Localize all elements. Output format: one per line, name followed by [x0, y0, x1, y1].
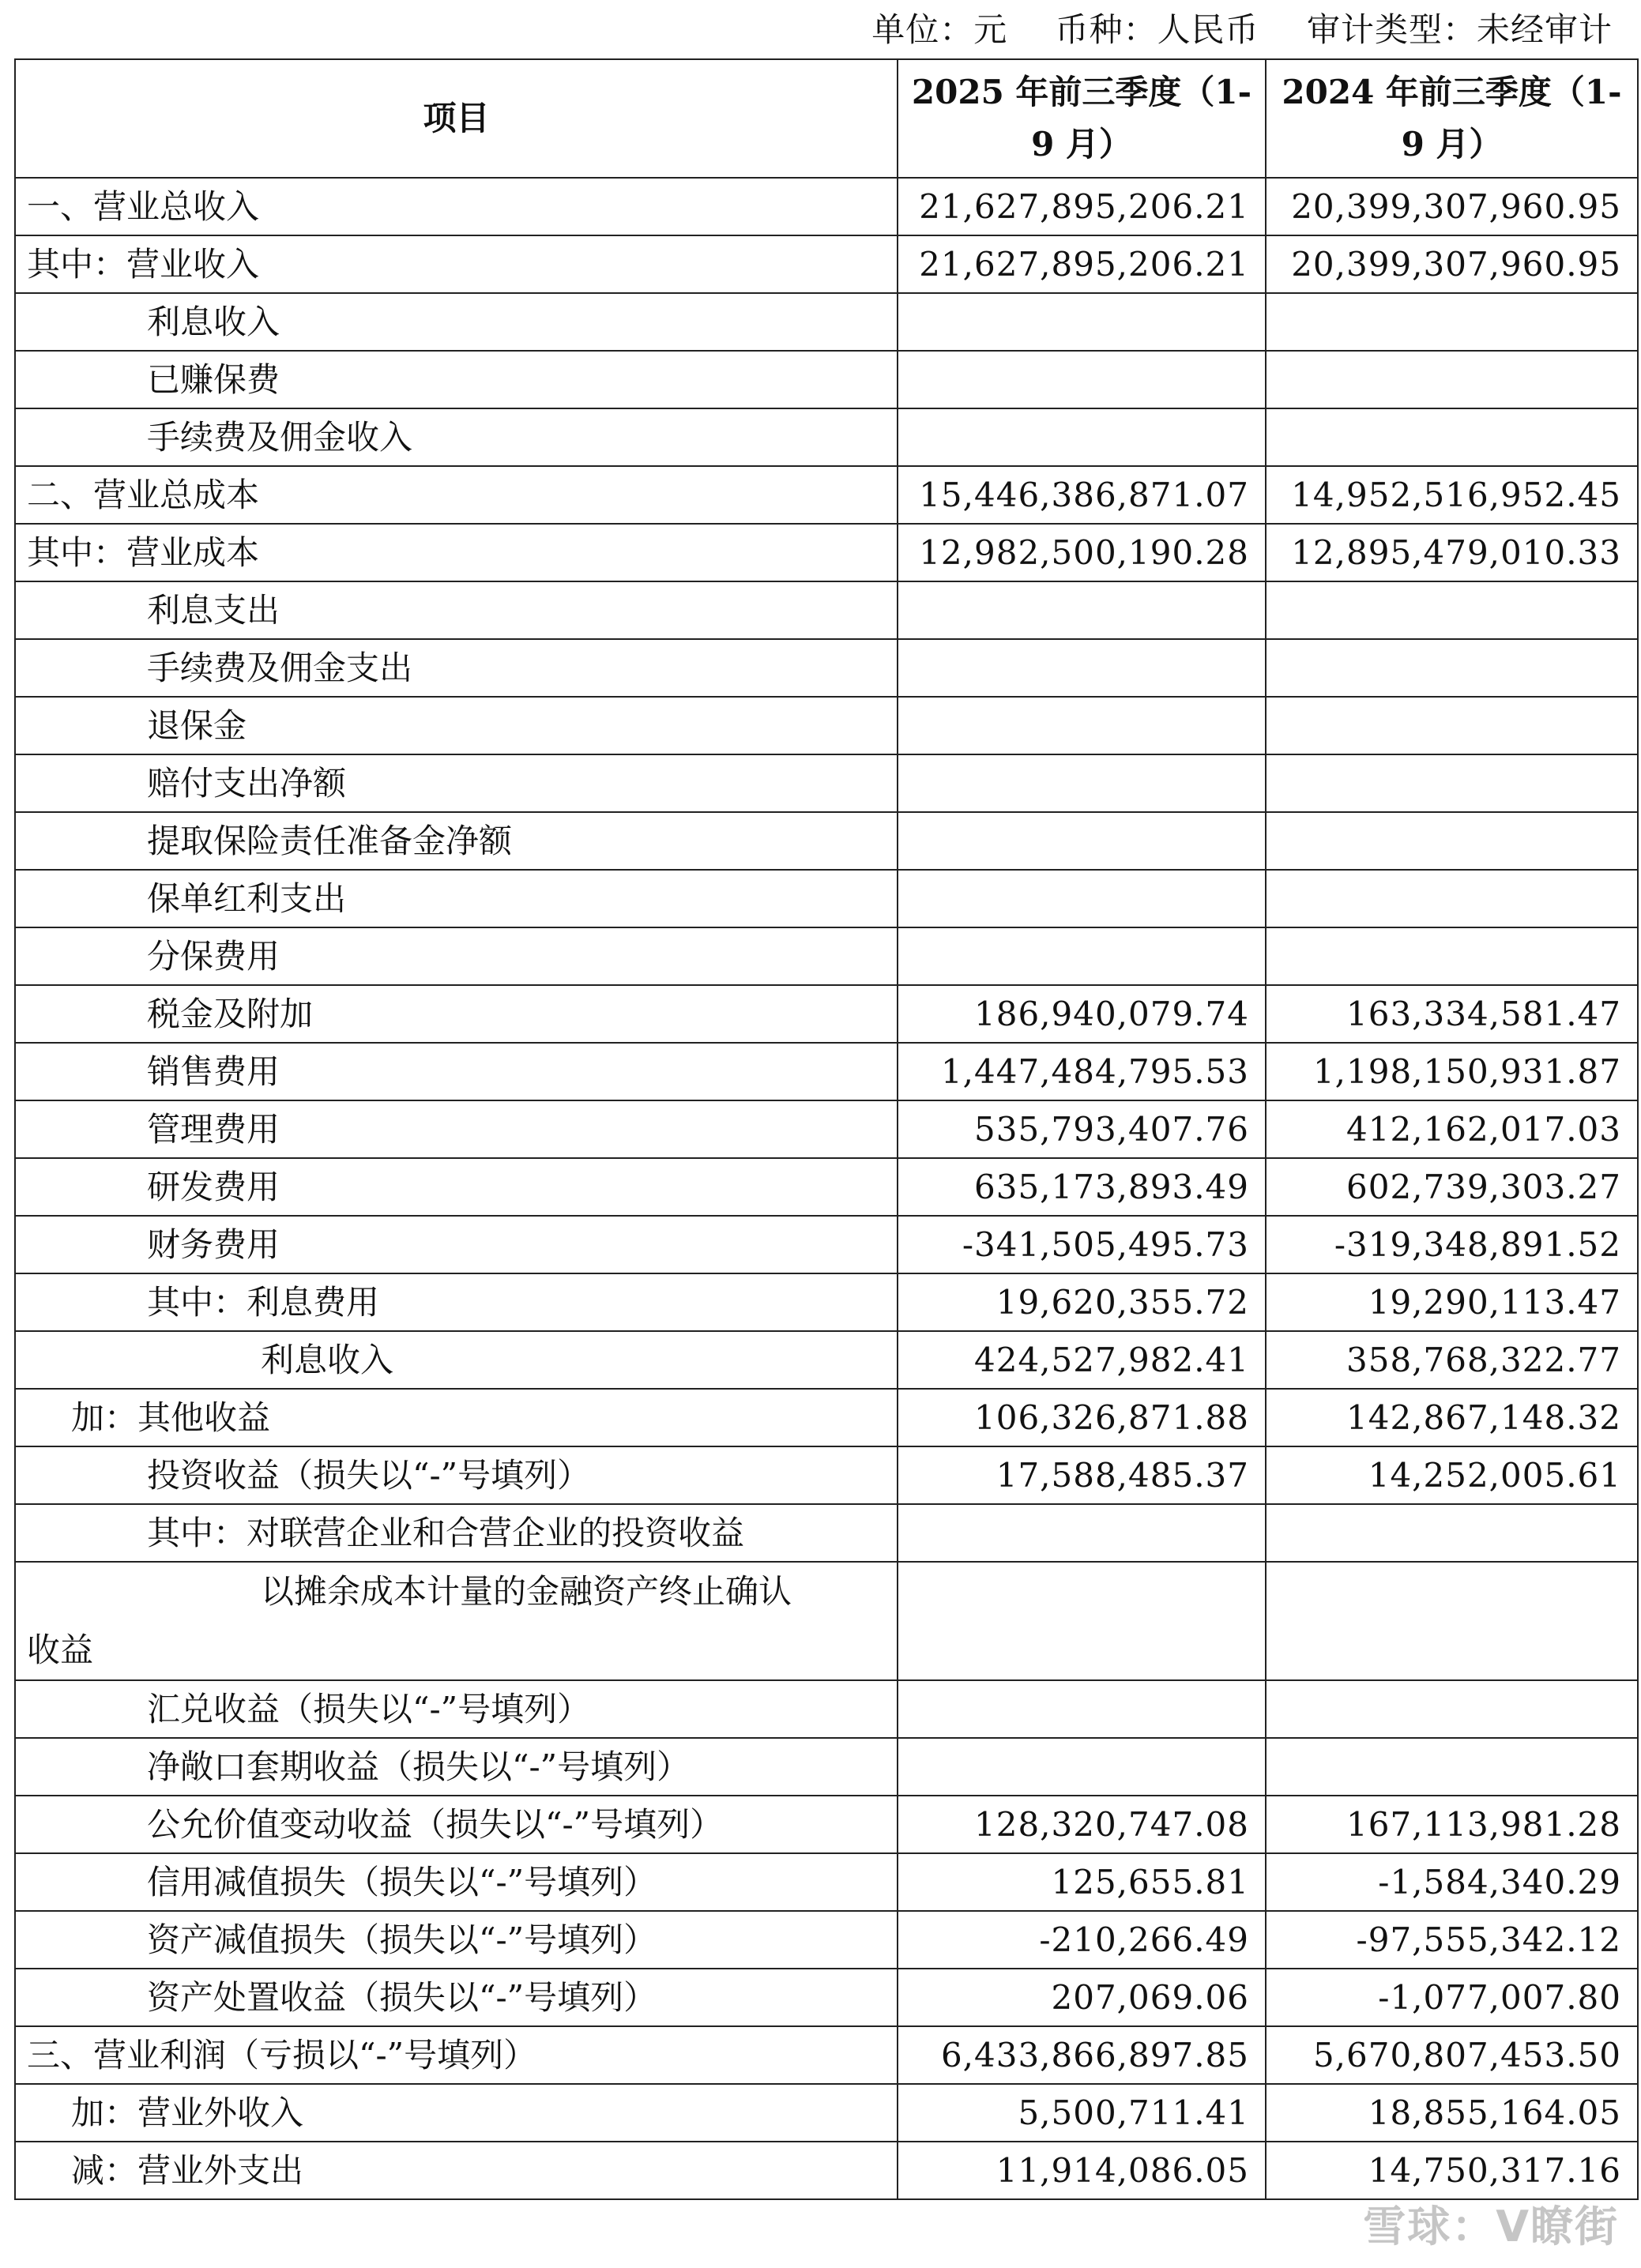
row-label: 赔付支出净额	[15, 754, 898, 812]
row-value-2024: -1,077,007.80	[1266, 1969, 1638, 2026]
row-value-2024: 19,290,113.47	[1266, 1273, 1638, 1331]
table-row	[15, 870, 1638, 927]
row-value-2025: 128,320,747.08	[898, 1796, 1266, 1853]
row-value-2025	[898, 1738, 1266, 1796]
row-label: 加：其他收益	[15, 1389, 898, 1446]
row-value-2025: 186,940,079.74	[898, 985, 1266, 1043]
table-row	[15, 1969, 1638, 2026]
row-label-line-2: 收益	[27, 1630, 94, 1669]
table-row	[15, 1446, 1638, 1504]
row-value-2024	[1266, 408, 1638, 466]
row-value-2024: 14,750,317.16	[1266, 2142, 1638, 2199]
row-label: 资产减值损失（损失以“-”号填列）	[15, 1911, 898, 1969]
row-value-2025	[898, 870, 1266, 927]
header-2025: 2025 年前三季度（1-9 月）	[898, 59, 1266, 178]
row-value-2024: 14,252,005.61	[1266, 1446, 1638, 1504]
row-value-2025: 207,069.06	[898, 1969, 1266, 2026]
row-label: 利息支出	[15, 581, 898, 639]
row-value-2025	[898, 293, 1266, 351]
row-value-2025: 19,620,355.72	[898, 1273, 1266, 1331]
table-row	[15, 1853, 1638, 1911]
table-row	[15, 178, 1638, 235]
table-row	[15, 1504, 1638, 1562]
table-row	[15, 1331, 1638, 1389]
table-row	[15, 1273, 1638, 1331]
row-label: 分保费用	[15, 927, 898, 985]
table-row	[15, 408, 1638, 466]
row-value-2024: 142,867,148.32	[1266, 1389, 1638, 1446]
row-label: 保单红利支出	[15, 870, 898, 927]
row-value-2025	[898, 754, 1266, 812]
table-row	[15, 1680, 1638, 1738]
row-label: 其中：营业收入	[15, 235, 898, 293]
row-label: 投资收益（损失以“-”号填列）	[15, 1446, 898, 1504]
audit-type-label: 审计类型：未经审计	[1306, 10, 1613, 49]
table-row	[15, 1389, 1638, 1446]
table-row	[15, 351, 1638, 408]
row-value-2024: 602,739,303.27	[1266, 1158, 1638, 1216]
unit-label: 单位：元	[871, 10, 1008, 49]
row-label: 销售费用	[15, 1043, 898, 1100]
row-value-2025	[898, 639, 1266, 697]
row-value-2024: 1,198,150,931.87	[1266, 1043, 1638, 1100]
row-value-2024: 167,113,981.28	[1266, 1796, 1638, 1853]
row-value-2025: -341,505,495.73	[898, 1216, 1266, 1273]
row-value-2024: 5,670,807,453.50	[1266, 2026, 1638, 2084]
watermark-text: 雪球：V瞭街	[1363, 2202, 1619, 2251]
table-row	[15, 1738, 1638, 1796]
row-value-2024	[1266, 1504, 1638, 1562]
row-value-2024: 358,768,322.77	[1266, 1331, 1638, 1389]
row-value-2025	[898, 351, 1266, 408]
table-row	[15, 1911, 1638, 1969]
row-value-2024: -97,555,342.12	[1266, 1911, 1638, 1969]
row-value-2025: 6,433,866,897.85	[898, 2026, 1266, 2084]
table-row	[15, 754, 1638, 812]
row-value-2025	[898, 581, 1266, 639]
row-label: 提取保险责任准备金净额	[15, 812, 898, 870]
row-value-2024	[1266, 812, 1638, 870]
row-label: 其中：营业成本	[15, 524, 898, 581]
table-row	[15, 1100, 1638, 1158]
row-value-2024	[1266, 1738, 1638, 1796]
row-label: 手续费及佣金支出	[15, 639, 898, 697]
row-value-2025: 21,627,895,206.21	[898, 178, 1266, 235]
row-value-2024: 20,399,307,960.95	[1266, 178, 1638, 235]
row-value-2025: 11,914,086.05	[898, 2142, 1266, 2199]
row-value-2025: 106,326,871.88	[898, 1389, 1266, 1446]
row-label: 退保金	[15, 697, 898, 754]
row-label: 其中：利息费用	[15, 1273, 898, 1331]
row-label: 信用减值损失（损失以“-”号填列）	[15, 1853, 898, 1911]
row-value-2024: -319,348,891.52	[1266, 1216, 1638, 1273]
row-value-2024	[1266, 639, 1638, 697]
row-value-2024	[1266, 293, 1638, 351]
row-value-2024: 14,952,516,952.45	[1266, 466, 1638, 524]
table-row	[15, 2026, 1638, 2084]
table-row	[15, 697, 1638, 754]
table-row	[15, 1216, 1638, 1273]
row-value-2024	[1266, 927, 1638, 985]
row-label: 二、营业总成本	[15, 466, 898, 524]
header-item: 项目	[15, 59, 898, 178]
unit-currency-audit-line	[871, 8, 1613, 52]
table-row	[15, 466, 1638, 524]
table-row	[15, 985, 1638, 1043]
table-row	[15, 235, 1638, 293]
row-value-2025: 5,500,711.41	[898, 2084, 1266, 2142]
row-label: 手续费及佣金收入	[15, 408, 898, 466]
table-row	[15, 1158, 1638, 1216]
row-value-2025	[898, 1680, 1266, 1738]
row-value-2025: 635,173,893.49	[898, 1158, 1266, 1216]
row-label: 税金及附加	[15, 985, 898, 1043]
row-value-2024	[1266, 870, 1638, 927]
row-label: 资产处置收益（损失以“-”号填列）	[15, 1969, 898, 2026]
row-value-2024: 12,895,479,010.33	[1266, 524, 1638, 581]
table-row	[15, 812, 1638, 870]
currency-label: 币种：人民币	[1055, 10, 1259, 49]
row-label: 利息收入	[15, 1331, 898, 1389]
row-label: 财务费用	[15, 1216, 898, 1273]
table-row	[15, 1796, 1638, 1853]
row-label: 减：营业外支出	[15, 2142, 898, 2199]
table-header-row	[15, 59, 1638, 178]
row-label: 研发费用	[15, 1158, 898, 1216]
row-value-2024	[1266, 1562, 1638, 1680]
row-value-2025	[898, 1562, 1266, 1680]
row-value-2024: 18,855,164.05	[1266, 2084, 1638, 2142]
row-label: 公允价值变动收益（损失以“-”号填列）	[15, 1796, 898, 1853]
row-label: 已赚保费	[15, 351, 898, 408]
row-label: 三、营业利润（亏损以“-”号填列）	[15, 2026, 898, 2084]
row-value-2024: 20,399,307,960.95	[1266, 235, 1638, 293]
row-value-2025: 424,527,982.41	[898, 1331, 1266, 1389]
row-value-2025: 125,655.81	[898, 1853, 1266, 1911]
row-value-2025	[898, 697, 1266, 754]
row-value-2025: 15,446,386,871.07	[898, 466, 1266, 524]
row-value-2025	[898, 927, 1266, 985]
table-row	[15, 2084, 1638, 2142]
table-row	[15, 639, 1638, 697]
row-label: 一、营业总收入	[15, 178, 898, 235]
row-label-line-1: 以摊余成本计量的金融资产终止确认	[261, 1572, 792, 1611]
row-value-2025: 17,588,485.37	[898, 1446, 1266, 1504]
row-value-2024	[1266, 581, 1638, 639]
table-row	[15, 581, 1638, 639]
row-value-2025	[898, 1504, 1266, 1562]
row-label: 管理费用	[15, 1100, 898, 1158]
row-value-2024	[1266, 697, 1638, 754]
header-2024: 2024 年前三季度（1-9 月）	[1266, 59, 1638, 178]
row-value-2025: -210,266.49	[898, 1911, 1266, 1969]
row-label: 汇兑收益（损失以“-”号填列）	[15, 1680, 898, 1738]
row-value-2025: 12,982,500,190.28	[898, 524, 1266, 581]
row-value-2024	[1266, 1680, 1638, 1738]
row-label: 利息收入	[15, 293, 898, 351]
row-value-2025	[898, 812, 1266, 870]
table-row	[15, 293, 1638, 351]
table-row	[15, 927, 1638, 985]
row-label: 净敞口套期收益（损失以“-”号填列）	[15, 1738, 898, 1796]
row-label-wrapped	[15, 1562, 898, 1680]
row-label: 其中：对联营企业和合营企业的投资收益	[15, 1504, 898, 1562]
row-value-2024: 412,162,017.03	[1266, 1100, 1638, 1158]
table-row	[15, 2142, 1638, 2199]
row-label: 加：营业外收入	[15, 2084, 898, 2142]
table-row	[15, 524, 1638, 581]
row-value-2024	[1266, 351, 1638, 408]
row-value-2025	[898, 408, 1266, 466]
row-value-2025: 535,793,407.76	[898, 1100, 1266, 1158]
row-value-2024	[1266, 754, 1638, 812]
row-value-2024: 163,334,581.47	[1266, 985, 1638, 1043]
table-row	[15, 1043, 1638, 1100]
income-statement-table	[14, 58, 1639, 2200]
row-value-2025: 21,627,895,206.21	[898, 235, 1266, 293]
table-row	[15, 1562, 1638, 1680]
row-value-2024: -1,584,340.29	[1266, 1853, 1638, 1911]
row-value-2025: 1,447,484,795.53	[898, 1043, 1266, 1100]
